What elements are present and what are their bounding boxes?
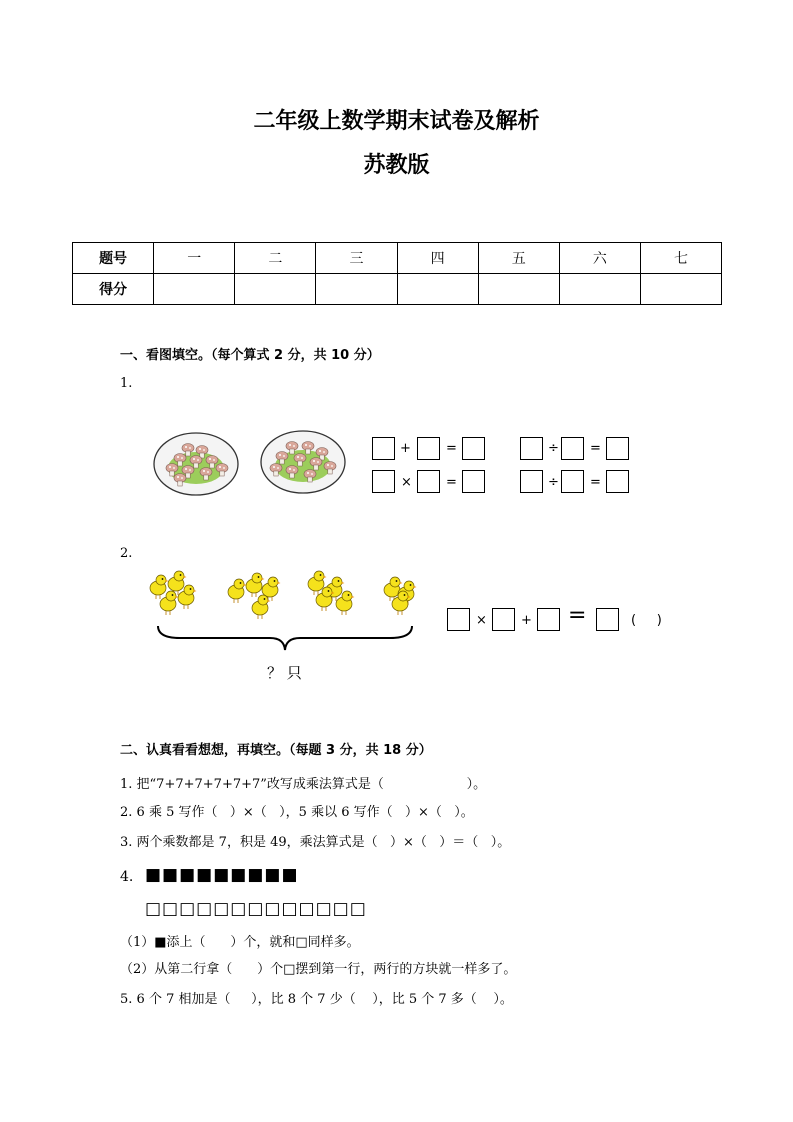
unit-paren[interactable]: ( ) (631, 613, 662, 628)
chick-group-1 (150, 571, 197, 615)
filled-squares-row: ■■■■■■■■■ (145, 865, 299, 885)
plus-sign: + (400, 441, 411, 456)
answer-box[interactable] (447, 608, 470, 631)
score-row-label: 题号 (73, 243, 154, 274)
chick-group-3 (308, 571, 355, 615)
answer-box[interactable] (561, 437, 584, 460)
plus-sign: + (521, 613, 532, 628)
divide-sign: ÷ (548, 475, 559, 490)
times-sign: × (401, 475, 412, 490)
score-col-header: 六 (559, 243, 640, 274)
question-1: 1. 把“7+7+7+7+7+7”改写成乘法算式是（ ）。 (120, 777, 487, 792)
question-number: 1. (120, 376, 133, 391)
answer-box[interactable] (372, 470, 395, 493)
mushroom-plates-illustration (150, 428, 350, 498)
question-4-part-1: （1）■添上（ ）个，就和□同样多。 (120, 935, 360, 950)
page-title: 二年级上数学期末试卷及解析 (253, 109, 540, 134)
question-3: 3. 两个乘数都是 7，积是 49，乘法算式是（ ）×（ ）＝（ ）。 (120, 835, 511, 850)
equals-sign: = (446, 441, 457, 456)
mushroom-plate-right (261, 431, 345, 493)
mushroom-plate-left (154, 433, 238, 495)
empty-squares-row: □□□□□□□□□□□□□ (145, 899, 367, 919)
times-sign: × (476, 613, 487, 628)
score-col-header: 五 (478, 243, 559, 274)
question-5: 5. 6 个 7 相加是（ ），比 8 个 7 少（ ），比 5 个 7 多（ ）。 (120, 992, 513, 1007)
score-col-header: 三 (316, 243, 397, 274)
answer-box[interactable] (606, 437, 629, 460)
chick-group-2 (228, 573, 281, 619)
score-col-header: 一 (154, 243, 235, 274)
question-4-number: 4. (120, 869, 134, 885)
score-cell[interactable] (235, 274, 316, 305)
chick-group-4 (384, 577, 417, 615)
page-subtitle: 苏教版 (363, 153, 430, 178)
score-cell[interactable] (316, 274, 397, 305)
score-cell[interactable] (154, 274, 235, 305)
score-row-label: 得分 (73, 274, 154, 305)
curly-brace (158, 626, 412, 650)
question-number: 2. (120, 546, 133, 561)
brace-label: ？ 只 (267, 664, 302, 682)
score-cell[interactable] (559, 274, 640, 305)
score-table (72, 242, 722, 305)
question-2: 2. 6 乘 5 写作（ ）×（ ），5 乘以 6 写作（ ）×（ ）。 (120, 805, 474, 820)
answer-box[interactable] (462, 437, 485, 460)
score-col-header: 四 (397, 243, 478, 274)
score-table-header-row (73, 243, 722, 274)
answer-box[interactable] (492, 608, 515, 631)
score-cell[interactable] (478, 274, 559, 305)
divide-sign: ÷ (548, 441, 559, 456)
answer-box[interactable] (606, 470, 629, 493)
answer-box[interactable] (561, 470, 584, 493)
answer-box[interactable] (520, 470, 543, 493)
section-1-heading: 一、看图填空。（每个算式 2 分，共 10 分） (120, 348, 380, 363)
equals-sign: = (590, 441, 601, 456)
equals-sign: = (446, 475, 457, 490)
answer-box[interactable] (417, 437, 440, 460)
section-2-heading: 二、认真看看想想，再填空。（每题 3 分，共 18 分） (120, 743, 432, 758)
equals-sign: = (590, 475, 601, 490)
score-cell[interactable] (397, 274, 478, 305)
score-cell[interactable] (640, 274, 721, 305)
answer-box[interactable] (520, 437, 543, 460)
question-4-part-2: （2）从第二行拿（ ）个□摆到第一行，两行的方块就一样多了。 (120, 962, 517, 977)
answer-box[interactable] (462, 470, 485, 493)
score-col-header: 二 (235, 243, 316, 274)
score-table-score-row (73, 274, 722, 305)
score-col-header: 七 (640, 243, 721, 274)
chicks-illustration (140, 562, 430, 657)
answer-box[interactable] (372, 437, 395, 460)
answer-box[interactable] (596, 608, 619, 631)
equals-sign: = (568, 603, 587, 628)
answer-box[interactable] (417, 470, 440, 493)
answer-box[interactable] (537, 608, 560, 631)
